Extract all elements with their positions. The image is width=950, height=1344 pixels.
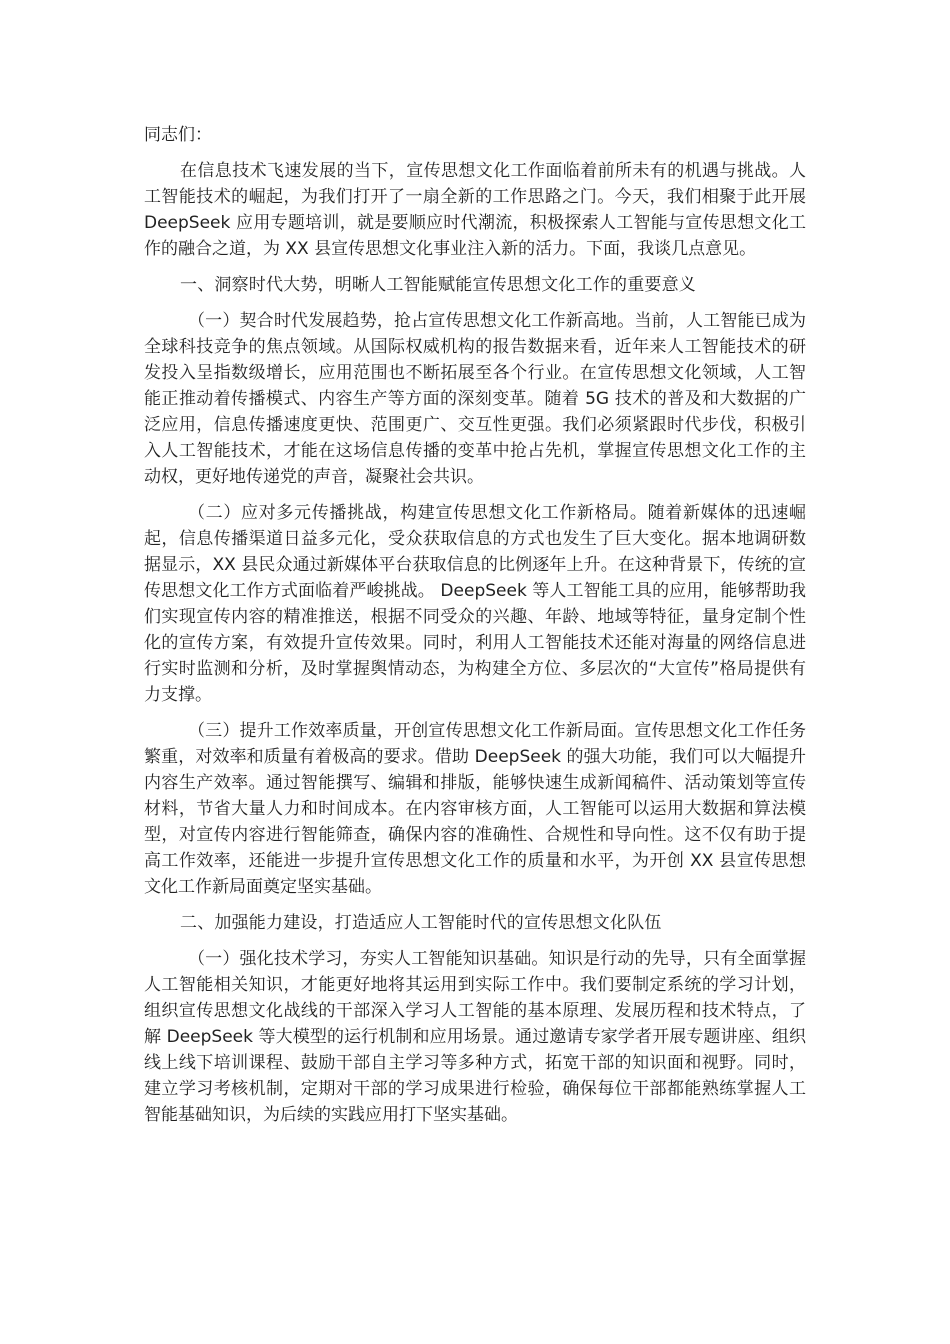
section-2-heading: 二、加强能力建设，打造适应人工智能时代的宣传思想文化队伍 [180, 913, 662, 933]
section-1-heading: 一、洞察时代大势，明晰人工智能赋能宣传思想文化工作的重要意义 [180, 275, 696, 295]
document-body [144, 122, 806, 1138]
salutation: 同志们： [144, 125, 212, 145]
section-1-item-2: （二）应对多元传播挑战，构建宣传思想文化工作新格局。随着新媒体的迅速崛起，信息传播渠道日益多元化，受众获取信息的方式也发生了巨大变化。据本地调研数据显示，XX 县民众通过新媒体平台获取信息的比例逐年上升。在这种背景下，传统的宣传思想文化工作方式面临着严峻挑战。 DeepSeek 等人工智能工具的应用，能够帮助我们实现宣传内容的精准推送，根据不同受众的兴趣、年龄、地域等特征，量身定制个性化的宣传方案，有效提升宣传效果。同时，利用人工智能技术还能对海量的网络信息进行实时监测和分析，及时掌握舆情动态，为构建全方位、多层次的“大宣传”格局提供有力支撑。 [144, 503, 806, 705]
section-2-item-1: （一）强化技术学习，夯实人工智能知识基础。知识是行动的先导，只有全面掌握人工智能相关知识，才能更好地将其运用到实际工作中。我们要制定系统的学习计划，组织宣传思想文化战线的干部深入学习人工智能的基本原理、发展历程和技术特点，了解 DeepSeek 等大模型的运行机制和应用场景。通过邀请专家学者开展专题讲座、组织线上线下培训课程、鼓励干部自主学习等多种方式，拓宽干部的知识面和视野。同时，建立学习考核机制，定期对干部的学习成果进行检验，确保每位干部都能熟练掌握人工智能基础知识，为后续的实践应用打下坚实基础。 [144, 949, 806, 1125]
intro-paragraph: 在信息技术飞速发展的当下，宣传思想文化工作面临着前所未有的机遇与挑战。人工智能技术的崛起，为我们打开了一扇全新的工作思路之门。今天，我们相聚于此开展 DeepSeek 应用专题培训，就是要顺应时代潮流，积极探索人工智能与宣传思想文化工作的融合之道，为 XX 县宣传思想文化事业注入新的活力。下面，我谈几点意见。 [144, 161, 806, 259]
section-1-item-3: （三）提升工作效率质量，开创宣传思想文化工作新局面。宣传思想文化工作任务繁重，对效率和质量有着极高的要求。借助 DeepSeek 的强大功能，我们可以大幅提升内容生产效率。通过智能撰写、编辑和排版，能够快速生成新闻稿件、活动策划等宣传材料，节省大量人力和时间成本。在内容审核方面，人工智能可以运用大数据和算法模型，对宣传内容进行智能筛查，确保内容的准确性、合规性和导向性。这不仅有助于提高工作效率，还能进一步提升宣传思想文化工作的质量和水平，为开创 XX 县宣传思想文化工作新局面奠定坚实基础。 [144, 721, 806, 897]
section-1-item-1: （一）契合时代发展趋势，抢占宣传思想文化工作新高地。当前，人工智能已成为全球科技竞争的焦点领域。从国际权威机构的报告数据来看，近年来人工智能技术的研发投入呈指数级增长，应用范围也不断拓展至各个行业。在宣传思想文化领域，人工智能正推动着传播模式、内容生产等方面的深刻变革。随着 5G 技术的普及和大数据的广泛应用，信息传播速度更快、范围更广、交互性更强。我们必须紧跟时代步伐，积极引入人工智能技术，才能在这场信息传播的变革中抢占先机，掌握宣传思想文化工作的主动权，更好地传递党的声音，凝聚社会共识。 [144, 311, 806, 487]
